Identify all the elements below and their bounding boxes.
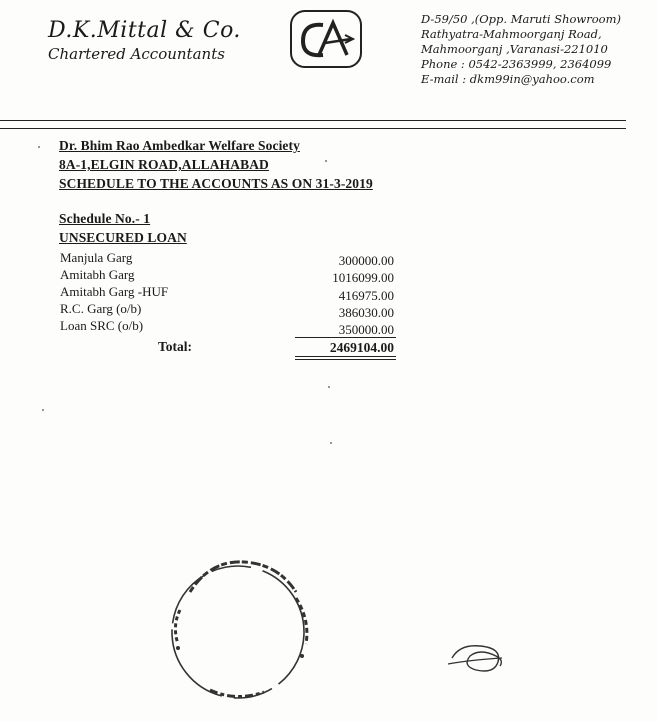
loan-row-value: 416975.00 bbox=[338, 288, 394, 303]
scan-speck bbox=[330, 442, 332, 444]
firm-name: D.K.Mittal & Co. bbox=[48, 18, 241, 43]
scan-speck bbox=[328, 386, 330, 388]
address-line: D-59/50 ,(Opp. Maruti Showroom) bbox=[421, 12, 621, 26]
loan-row-label: Amitabh Garg bbox=[60, 267, 135, 282]
loan-row-label: R.C. Garg (o/b) bbox=[60, 301, 142, 316]
address-line: Mahmoorganj ,Varanasi-221010 bbox=[421, 42, 608, 56]
loan-row-value: 1016099.00 bbox=[332, 270, 394, 285]
ca-logo-icon bbox=[289, 9, 363, 69]
section-title: UNSECURED LOAN bbox=[59, 230, 187, 245]
address-line: Rathyatra-Mahmoorganj Road, bbox=[421, 27, 602, 41]
header-rule bbox=[0, 128, 626, 129]
total-label: Total: bbox=[158, 339, 193, 354]
schedule-number: Schedule No.- 1 bbox=[59, 211, 151, 226]
signature bbox=[440, 636, 530, 681]
org-address: 8A-1,ELGIN ROAD,ALLAHABAD bbox=[59, 157, 269, 172]
address-line: Phone : 0542-2363999, 2364099 bbox=[421, 57, 612, 71]
firm-subtitle: Chartered Accountants bbox=[48, 45, 225, 63]
scan-speck bbox=[42, 409, 44, 411]
loan-row-value: 386030.00 bbox=[338, 305, 394, 320]
society-seal bbox=[160, 540, 320, 715]
header-rule bbox=[0, 120, 626, 121]
total-value: 2469104.00 bbox=[329, 340, 394, 355]
subtotal-rule bbox=[295, 337, 396, 338]
loan-row-label: Manjula Garg bbox=[60, 250, 133, 265]
scan-speck bbox=[325, 160, 327, 162]
address-line: E-mail : dkm99in@yahoo.com bbox=[421, 72, 595, 86]
total-rule bbox=[295, 356, 396, 357]
firm-address bbox=[421, 12, 621, 87]
loan-row-value: 350000.00 bbox=[338, 322, 394, 337]
loan-row-label: Amitabh Garg -HUF bbox=[60, 284, 169, 299]
total-rule bbox=[295, 359, 396, 360]
org-name: Dr. Bhim Rao Ambedkar Welfare Society bbox=[59, 138, 300, 153]
loan-row-value: 300000.00 bbox=[338, 253, 394, 268]
schedule-title: SCHEDULE TO THE ACCOUNTS AS ON 31-3-2019 bbox=[59, 176, 373, 191]
loan-row-label: Loan SRC (o/b) bbox=[60, 318, 144, 333]
scan-speck bbox=[38, 146, 40, 148]
